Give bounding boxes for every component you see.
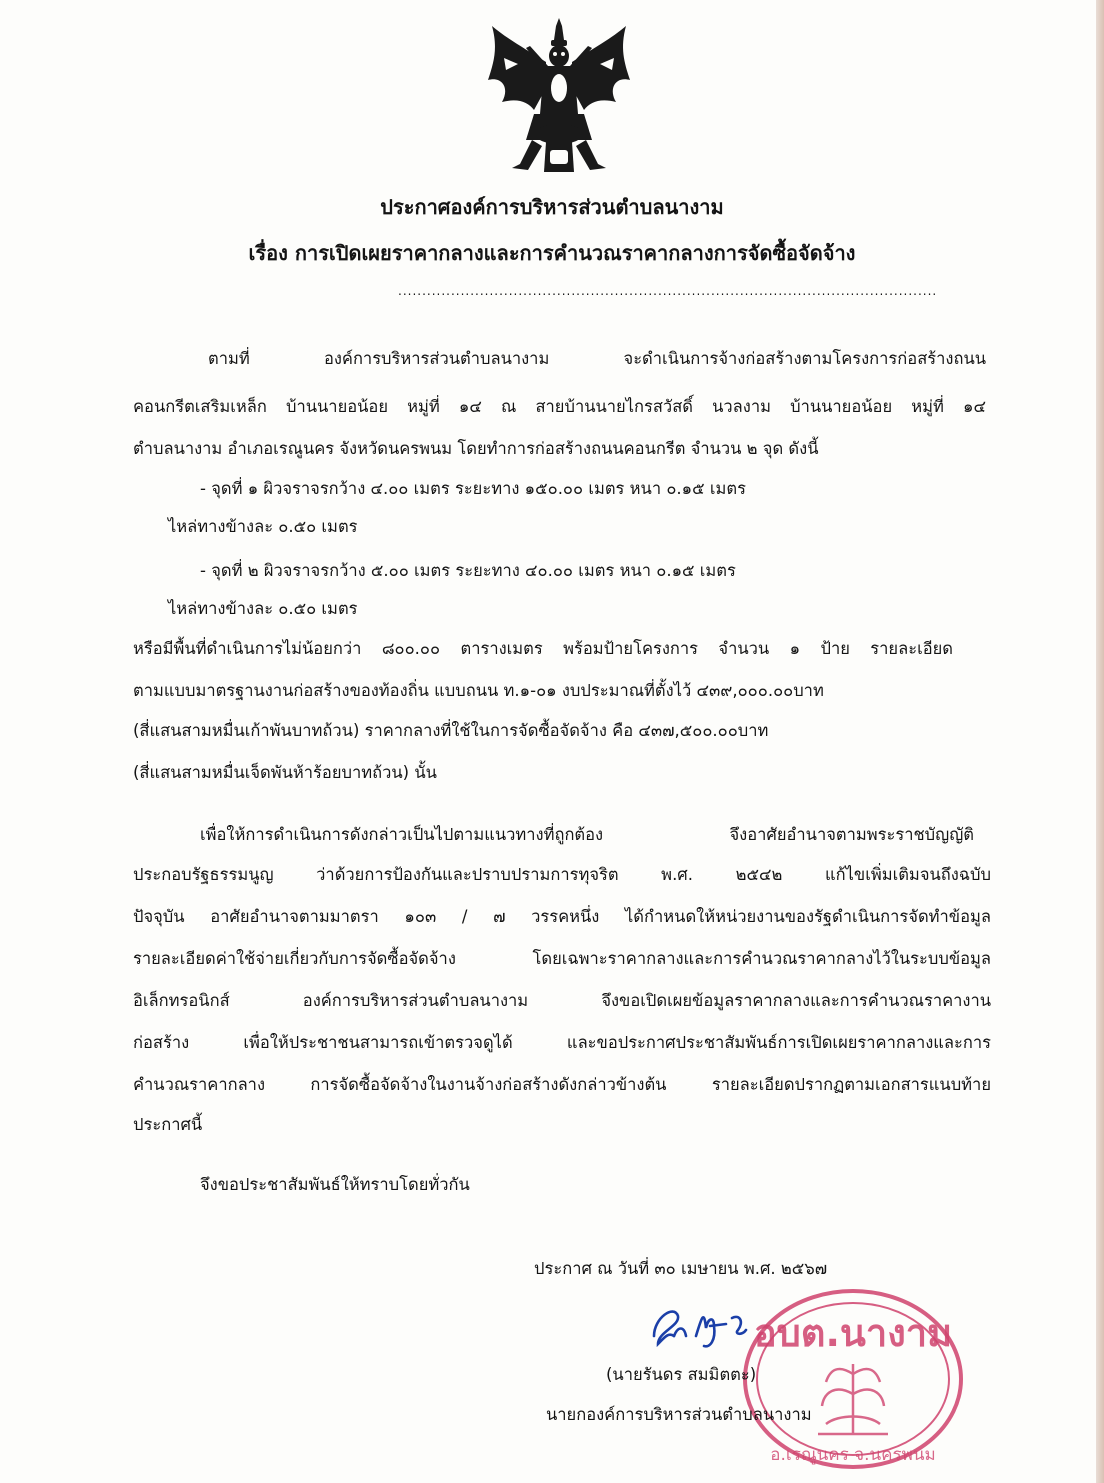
paragraph-line: เพื่อให้การดำเนินการดังกล่าวเป็นไปตามแนวทางที่ถูกต้อง จึงอาศัยอำนาจตามพระราชบัญญัติ: [200, 825, 974, 844]
announcement-date: ประกาศ ณ วันที่ ๓๐ เมษายน พ.ศ. ๒๕๖๗: [534, 1259, 828, 1278]
svg-text:อ.เรณูนคร จ.นครพนม: อ.เรณูนคร จ.นครพนม: [770, 1445, 936, 1465]
paragraph-line: จึงขอประชาสัมพันธ์ให้ทราบโดยทั่วกัน: [200, 1175, 470, 1194]
handwritten-signature: [644, 1296, 764, 1356]
garuda-emblem-icon: [484, 18, 634, 178]
signer-name: (นายรันดร สมมิตตะ): [606, 1365, 757, 1384]
bullet-line: - จุดที่ ๑ ผิวจราจรกว้าง ๔.๐๐ เมตร ระยะทาง ๑๕๐.๐๐ เมตร หนา ๐.๑๕ เมตร: [200, 479, 746, 498]
paragraph-line: คอนกรีตเสริมเหล็ก บ้านนายอน้อย หมู่ที่ ๑๔ ณ สายบ้านนายไกรสวัสดิ์ นวลงาม บ้านนายอน้อย หมู่ที่ ๑๔: [133, 397, 986, 416]
paragraph-line: คำนวณราคากลาง การจัดซื้อจัดจ้างในงานจ้างก่อสร้างดังกล่าวข้างต้น รายละเอียดปรากฏตามเอกสารแนบท้าย: [133, 1075, 991, 1094]
paragraph-line: ประกาศนี้: [133, 1115, 203, 1134]
page-edge-shadow: [1096, 0, 1104, 1483]
bullet-line: - จุดที่ ๒ ผิวจราจรกว้าง ๕.๐๐ เมตร ระยะทาง ๔๐.๐๐ เมตร หนา ๐.๑๕ เมตร: [200, 561, 736, 580]
paragraph-line: (สี่แสนสามหมื่นเจ็ดพันห้าร้อยบาทถ้วน) นั้น: [133, 763, 437, 782]
paragraph-line: หรือมีพื้นที่ดำเนินการไม่น้อยกว่า ๘๐๐.๐๐ ตารางเมตร พร้อมป้ายโครงการ จำนวน ๑ ป้าย รายละเอียด: [133, 639, 953, 658]
paragraph-line: ประกอบรัฐธรรมนูญ ว่าด้วยการป้องกันและปราบปรามการทุจริต พ.ศ. ๒๕๔๒ แก้ไขเพิ่มเติมจนถึงฉบับ: [133, 865, 991, 884]
paragraph-line: รายละเอียดค่าใช้จ่ายเกี่ยวกับการจัดซื้อจัดจ้าง โดยเฉพาะราคากลางและการคำนวณราคากลางไว้ในระบบข้อมูล: [133, 949, 991, 968]
paragraph-line: (สี่แสนสามหมื่นเก้าพันบาทถ้วน) ราคากลางที่ใช้ในการจัดซื้อจัดจ้าง คือ ๔๓๗,๕๐๐.๐๐บาท: [133, 721, 769, 740]
paragraph-line: ตำบลนางาม อำเภอเรณูนคร จังหวัดนครพนม โดยทำการก่อสร้างถนนคอนกรีต จำนวน ๒ จุด ดังนี้: [133, 439, 819, 458]
separator-dots: ................................................................................................................: [398, 284, 938, 298]
official-stamp: [738, 1284, 968, 1474]
bullet-line: ไหล่ทางข้างละ ๐.๕๐ เมตร: [168, 517, 358, 536]
paragraph-line: ก่อสร้าง เพื่อให้ประชาชนสามารถเข้าตรวจดูได้ และขอประกาศประชาสัมพันธ์การเปิดเผยราคากลางและการ: [133, 1033, 991, 1052]
svg-text:อบต.นางาม: อบต.นางาม: [753, 1311, 953, 1355]
paragraph-line: ตามแบบมาตรฐานงานก่อสร้างของท้องถิ่น แบบถนน ท.๑-๐๑ งบประมาณที่ตั้งไว้ ๔๓๙,๐๐๐.๐๐บาท: [133, 681, 824, 700]
bullet-line: ไหล่ทางข้างละ ๐.๕๐ เมตร: [168, 599, 358, 618]
paragraph-line: อิเล็กทรอนิกส์ องค์การบริหารส่วนตำบลนางาม จึงขอเปิดเผยข้อมูลราคากลางและการคำนวณราคางาน: [133, 991, 991, 1010]
paragraph-line: ตามที่ องค์การบริหารส่วนตำบลนางาม จะดำเนินการจ้างก่อสร้างตามโครงการก่อสร้างถนน: [208, 349, 986, 368]
subject-line: เรื่อง การเปิดเผยราคากลางและการคำนวณราคากลางการจัดซื้อจัดจ้าง: [248, 241, 856, 265]
signer-position: นายกองค์การบริหารส่วนตำบลนางาม: [546, 1405, 812, 1424]
page-title: ประกาศองค์การบริหารส่วนตำบลนางาม: [380, 195, 724, 219]
paragraph-line: ปัจจุบัน อาศัยอำนาจตามมาตรา ๑๐๓ / ๗ วรรคหนึ่ง ได้กำหนดให้หน่วยงานของรัฐดำเนินการจัดทำข้อมูล: [133, 907, 991, 926]
